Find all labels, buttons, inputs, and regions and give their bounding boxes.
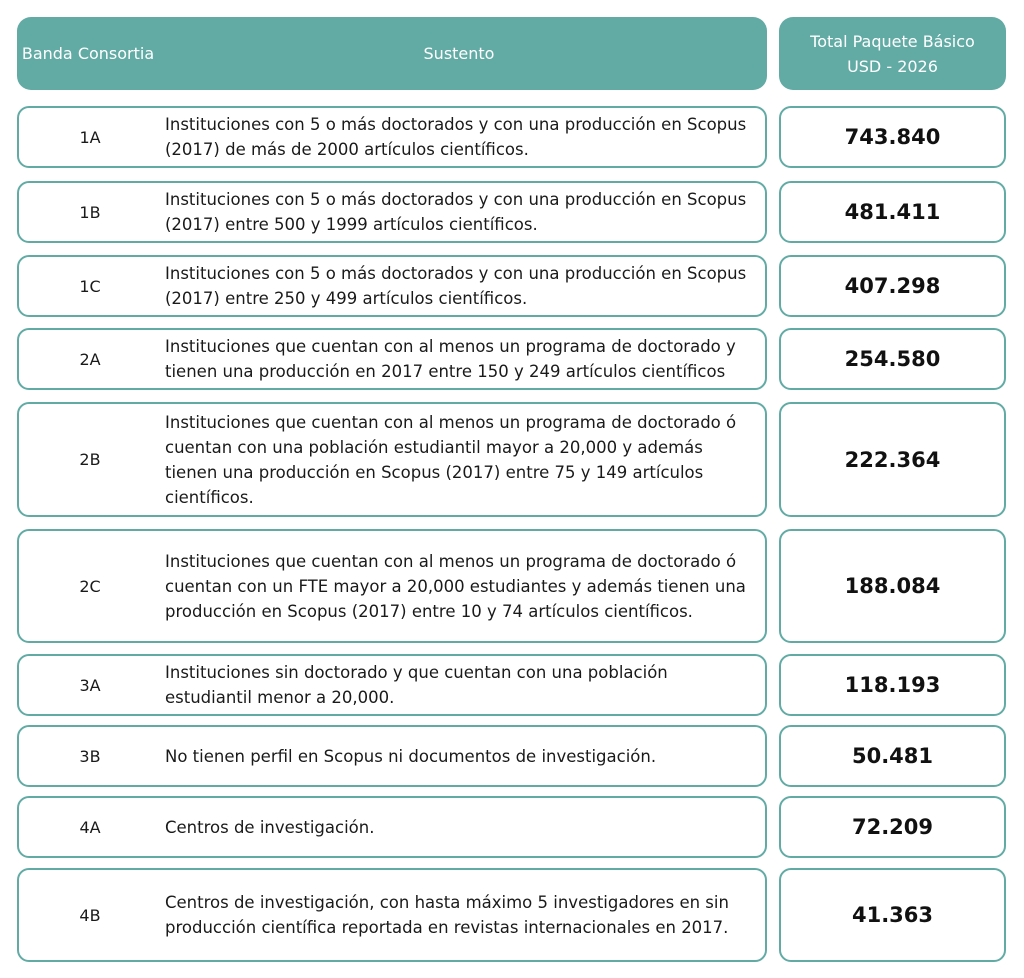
total-value: 118.193	[844, 673, 941, 697]
band-label: 2B	[79, 450, 101, 469]
band-label: 1C	[79, 276, 101, 296]
sustento-text: Centros de investigación.	[165, 817, 375, 837]
table-row	[17, 106, 767, 168]
table-row	[17, 796, 767, 858]
total-cell	[779, 725, 1006, 787]
band-label: 3A	[79, 675, 101, 695]
total-cell	[779, 868, 1006, 962]
table-row	[17, 529, 767, 643]
sustento-text: Instituciones con 5 o más doctorados y con una producción en Scopus (2017) de más de 2000 artículos científicos.	[165, 115, 747, 159]
table-row	[17, 255, 767, 317]
band-label: 1B	[79, 202, 101, 222]
total-cell	[779, 796, 1006, 858]
total-value: 222.364	[844, 447, 941, 472]
sustento-text: Instituciones con 5 o más doctorados y con una producción en Scopus (2017) entre 500 y 1999 artículos científicos.	[165, 190, 747, 234]
sustento-text: Instituciones que cuentan con al menos un programa de doctorado y tienen una producción en 2017 entre 150 y 249 artículos científicos	[165, 337, 736, 381]
total-value: 188.084	[844, 574, 941, 598]
sustento-text: Instituciones con 5 o más doctorados y con una producción en Scopus (2017) entre 250 y 499 artículos científicos.	[165, 264, 747, 308]
total-cell	[779, 654, 1006, 716]
header-total-paquete: Total Paquete Básico USD - 2026	[810, 31, 975, 76]
total-value: 481.411	[844, 200, 941, 224]
sustento-text: Instituciones sin doctorado y que cuentan con una población estudiantil menor a 20,000.	[165, 663, 668, 707]
total-cell	[779, 529, 1006, 643]
table-header-right	[779, 17, 1006, 90]
table-row	[17, 725, 767, 787]
total-value: 50.481	[851, 744, 934, 768]
total-cell	[779, 402, 1006, 517]
band-label: 4A	[79, 817, 101, 837]
sustento-text: Instituciones que cuentan con al menos un programa de doctorado ó cuentan con un FTE mayor a 20,000 estudiantes y además tienen una producción en Scopus (2017) entre 10 y 74 artículos científicos.	[165, 551, 746, 621]
total-cell	[779, 106, 1006, 168]
sustento-text: Instituciones que cuentan con al menos un programa de doctorado ó cuentan con una población estudiantil mayor a 20,000 y además tienen una producción en Scopus (2017) entre 75 y 149 artículos científicos.	[165, 412, 737, 507]
total-cell	[779, 328, 1006, 390]
total-value: 743.840	[844, 125, 941, 149]
header-sustento: Sustento	[423, 44, 495, 63]
band-label: 3B	[79, 746, 101, 766]
table-row	[17, 868, 767, 962]
total-value: 407.298	[844, 274, 941, 298]
band-label: 4B	[79, 905, 101, 925]
total-cell	[779, 255, 1006, 317]
header-banda-consortia: Banda Consortia	[21, 44, 155, 63]
table-row	[17, 402, 767, 517]
band-label: 2C	[79, 576, 101, 596]
total-value: 72.209	[851, 815, 934, 839]
table-row	[17, 328, 767, 390]
sustento-text: Centros de investigación, con hasta máximo 5 investigadores en sin producción científica reportada en revistas internacionales en 2017.	[165, 893, 729, 937]
table-row	[17, 181, 767, 243]
band-label: 2A	[79, 349, 101, 369]
band-label: 1A	[79, 127, 101, 147]
total-value: 254.580	[844, 347, 941, 371]
total-value: 41.363	[851, 903, 934, 927]
table-row	[17, 654, 767, 716]
table-header-left	[17, 17, 767, 90]
sustento-text: No tienen perfil en Scopus ni documentos de investigación.	[165, 746, 657, 766]
total-cell	[779, 181, 1006, 243]
